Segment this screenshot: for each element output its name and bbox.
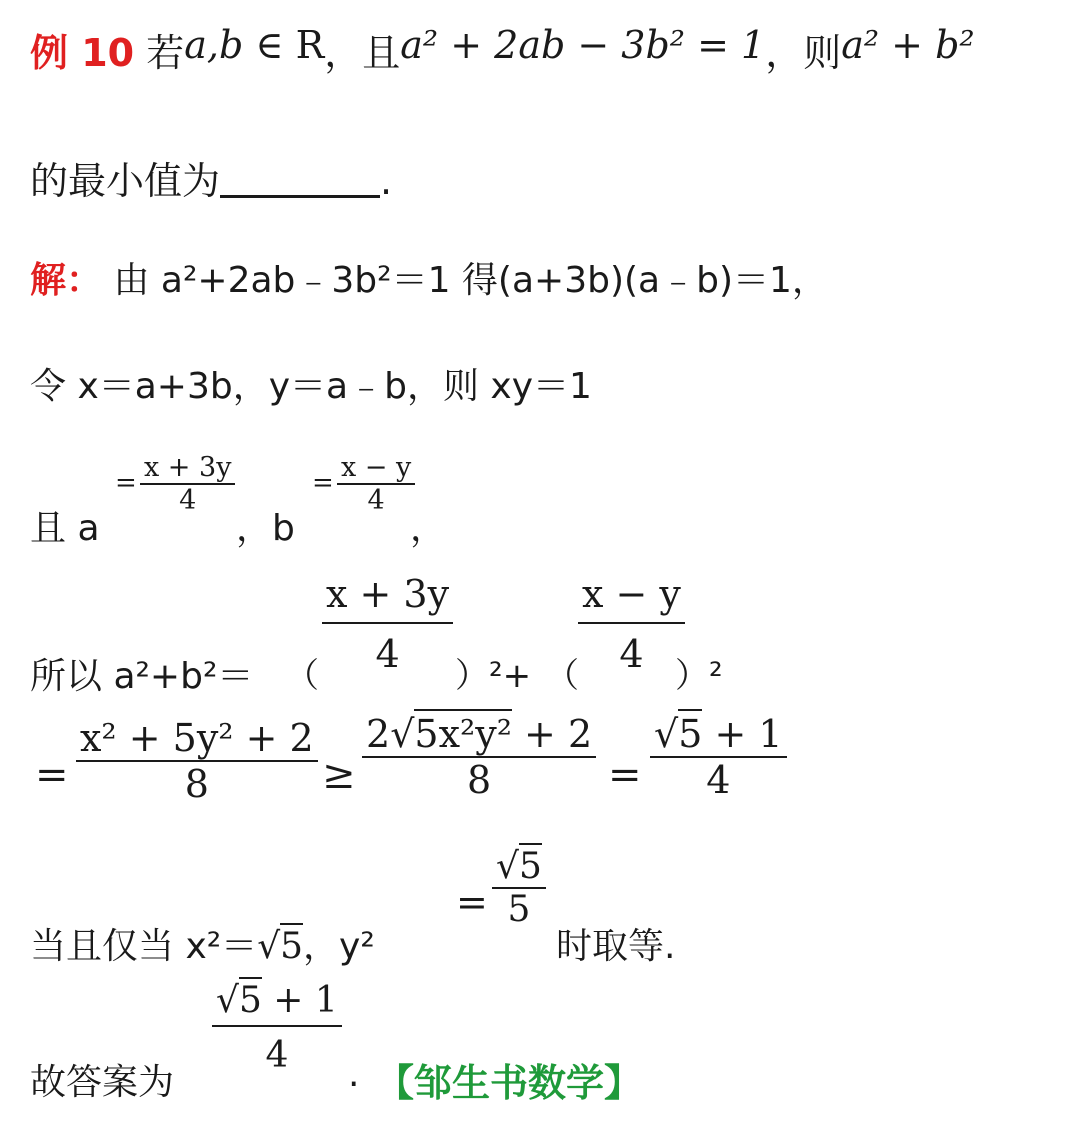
step4-rparen-2: ）² — [675, 656, 723, 696]
frac-denominator: 8 — [184, 762, 209, 806]
frac-denominator: 4 — [706, 758, 731, 802]
problem-text: 若 — [146, 31, 185, 75]
frac-denominator: 4 — [375, 632, 400, 676]
solution-step-1: 由 a²+2ab﹣3b²＝1 得(a+3b)(a﹣b)＝1， — [113, 260, 828, 301]
solution-label: 解： — [30, 260, 103, 301]
frac-numerator — [492, 846, 546, 889]
frac-denominator: 4 — [619, 632, 644, 676]
radicand: 5 — [678, 709, 702, 756]
period: . — [380, 159, 393, 203]
step3-frac-b — [337, 452, 415, 516]
then-word: ，则 — [765, 31, 842, 75]
step5-geq: ≥ — [322, 752, 356, 798]
step7-dot: . — [348, 1054, 360, 1095]
frac-numerator — [212, 980, 342, 1027]
step3-eq2: = — [312, 468, 334, 498]
radicand: 5 — [280, 923, 303, 967]
plus-2: + 2 — [511, 712, 593, 756]
step3-end: ， — [410, 508, 447, 549]
sqrt-sign: √ — [654, 712, 679, 756]
frac-denominator: 8 — [466, 758, 492, 802]
solution-line-3 — [30, 500, 100, 551]
sqrt-sign: √ — [496, 846, 519, 887]
and-word: 且 — [362, 31, 401, 75]
frac-numerator — [650, 712, 787, 758]
sqrt-sign: √ — [390, 712, 415, 756]
step5-eq2: = — [608, 752, 642, 798]
step6-mid: ，y² — [303, 926, 375, 967]
radicand: 5 — [239, 977, 262, 1021]
step6-prefix: 当且仅当 x²＝ — [30, 926, 258, 967]
step7-frac — [212, 980, 342, 1076]
target-expression: a² + b² — [841, 23, 975, 67]
step3-frac-a — [140, 452, 235, 516]
radicand: 5 — [519, 843, 542, 887]
step5-frac-3 — [650, 712, 787, 802]
sqrt-sign: √ — [257, 926, 281, 967]
frac-denominator: 5 — [507, 889, 531, 930]
in-r: ∈ R — [255, 23, 325, 67]
problem-line-2 — [30, 150, 392, 205]
step5-frac-1 — [76, 716, 318, 806]
step3-eq1: = — [115, 468, 137, 498]
step5-eq: = — [35, 752, 69, 798]
step4-frac-2 — [578, 572, 685, 676]
frac-numerator: x² + 5y² + 2 — [76, 716, 318, 762]
step6-eq: = — [456, 880, 488, 924]
step4-rparen-1: ）²+ — [455, 656, 532, 696]
coef-2: 2 — [366, 712, 391, 756]
step4-frac-1 — [322, 572, 453, 676]
step5-frac-2 — [362, 712, 596, 802]
solution-line-6 — [30, 918, 375, 969]
radicand: 5x²y² — [414, 709, 512, 756]
step7-prefix: 故答案为 — [30, 1062, 175, 1103]
frac-numerator: x − y — [337, 452, 415, 485]
frac-numerator — [362, 712, 596, 758]
comma: ， — [324, 31, 363, 75]
vars-ab: a,b — [184, 23, 244, 67]
solution-line-7 — [30, 1054, 174, 1105]
problem-label: 例 10 — [30, 31, 135, 75]
frac-numerator: x + 3y — [140, 452, 235, 485]
step4-lparen-1: （ — [285, 656, 319, 696]
answer-blank — [220, 165, 380, 198]
step3-mid: ，b — [236, 508, 295, 549]
solution-line-4 — [30, 648, 253, 699]
question-text: 的最小值为 — [30, 159, 221, 203]
step6-end: 时取等. — [556, 926, 676, 967]
plus-1: + 1 — [261, 980, 338, 1021]
watermark-credit: 【邹生书数学】 — [376, 1061, 643, 1105]
step3-prefix: 且 a — [30, 508, 100, 549]
solution-line-2 — [30, 358, 592, 409]
frac-numerator: x + 3y — [322, 572, 453, 624]
frac-denominator: 4 — [265, 1035, 289, 1076]
plus-1: + 1 — [702, 712, 783, 756]
frac-denominator: 4 — [179, 485, 197, 516]
frac-denominator: 4 — [367, 485, 385, 516]
solution-step-2: 令 x＝a+3b，y＝a﹣b，则 xy＝1 — [30, 366, 592, 407]
frac-numerator: x − y — [578, 572, 685, 624]
step4-prefix: 所以 a²+b²＝ — [30, 656, 254, 697]
step6-frac — [492, 846, 546, 930]
sqrt-sign: √ — [216, 980, 239, 1021]
condition-equation: a² + 2ab − 3b² = 1 — [400, 23, 766, 67]
solution-line-1 — [30, 252, 828, 303]
problem-line-1 — [30, 22, 975, 77]
step4-lparen-2: （ — [545, 656, 579, 696]
